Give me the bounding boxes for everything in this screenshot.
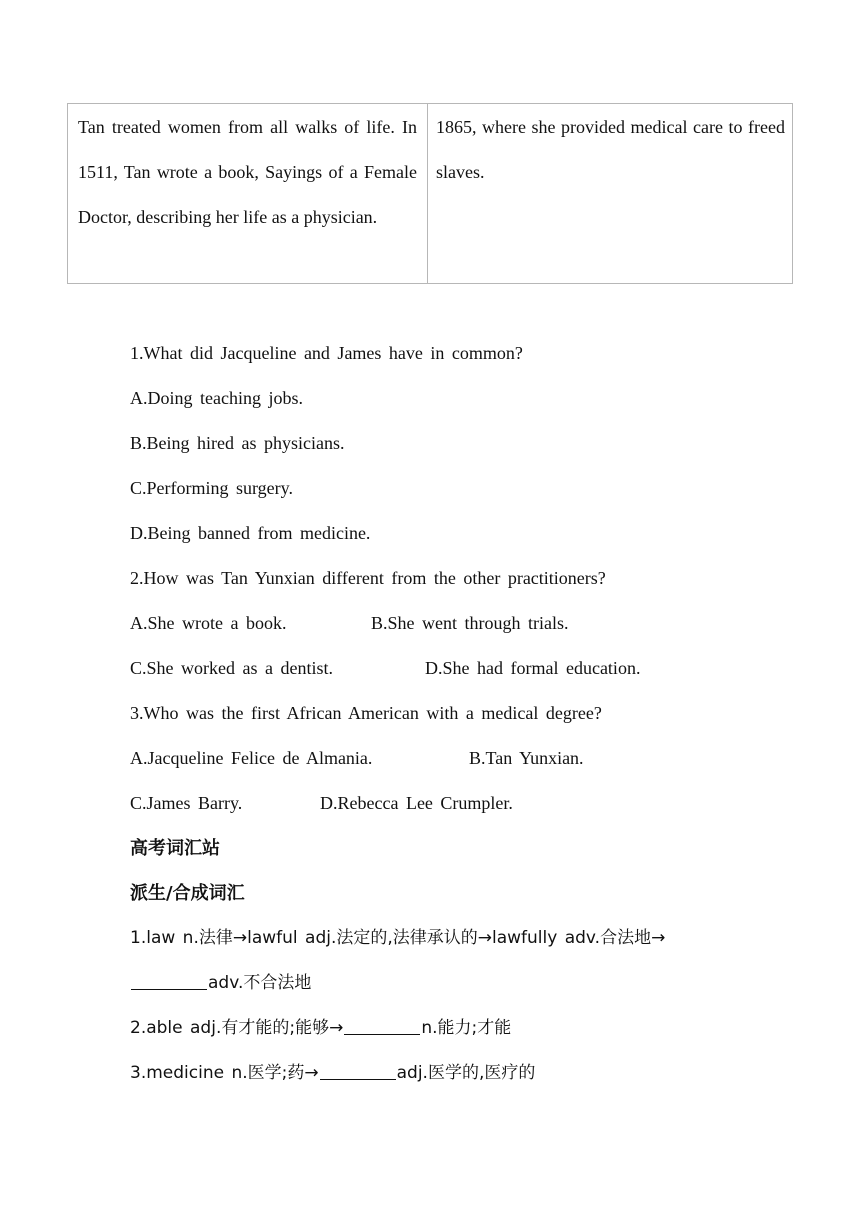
vocab-item-1-line-2 (130, 961, 770, 1006)
question-3-options-row-1 (130, 736, 770, 781)
question-2-stem: 2.How was Tan Yunxian different from the other practitioners? (130, 568, 606, 588)
vocab-item-1-line-1: 1.law n.法律→lawful adj.法定的,法律承认的→lawfully adv.合法地→ (130, 928, 666, 948)
question-3-stem: 3.Who was the first African American with a medical degree? (130, 703, 602, 723)
question-1-option-a: A.Doing teaching jobs. (130, 388, 303, 408)
question-2-option-c: C.She worked as a dentist. (130, 658, 333, 678)
passage-table (67, 103, 793, 284)
vocab-section-title: 高考词汇站 (130, 838, 220, 859)
question-3-option-c: C.James Barry. (130, 793, 243, 813)
question-2-options-row-2 (130, 646, 770, 691)
question-2-option-b: B.She went through trials. (371, 613, 569, 633)
vocab-item-3-prefix: 3.medicine n.医学;药→ (130, 1063, 319, 1083)
question-2-options-row-1 (130, 601, 770, 646)
passage-cell-left: Tan treated women from all walks of life. In 1511, Tan wrote a book, Sayings of a Female Doctor, describing her life as a physician. (68, 104, 428, 283)
question-2-option-d: D.She had formal education. (425, 658, 641, 678)
vocab-item-1-line-2-text: adv.不合法地 (208, 973, 312, 993)
vocab-item-2-suffix: n.能力;才能 (421, 1018, 512, 1038)
question-3-options-row-2 (130, 781, 770, 826)
passage-cell-right: 1865, where she provided medical care to freed slaves. (436, 117, 785, 182)
answer-blank[interactable] (344, 1014, 420, 1035)
vocab-subsection-title: 派生/合成词汇 (130, 883, 245, 904)
question-3-option-d: D.Rebecca Lee Crumpler. (320, 793, 513, 813)
question-3-option-b: B.Tan Yunxian. (469, 748, 584, 768)
question-1-option-b: B.Being hired as physicians. (130, 433, 345, 453)
answer-blank[interactable] (320, 1059, 396, 1080)
question-3-option-a: A.Jacqueline Felice de Almania. (130, 748, 373, 768)
vocab-item-2 (130, 1006, 770, 1051)
vocab-item-2-prefix: 2.able adj.有才能的;能够→ (130, 1018, 344, 1038)
question-1-option-d: D.Being banned from medicine. (130, 523, 371, 543)
answer-blank[interactable] (131, 969, 207, 990)
question-1-option-c: C.Performing surgery. (130, 478, 293, 498)
question-1-stem: 1.What did Jacqueline and James have in common? (130, 343, 523, 363)
question-section (130, 331, 770, 1096)
vocab-item-3-suffix: adj.医学的,医疗的 (396, 1063, 536, 1083)
vocab-item-3 (130, 1051, 770, 1096)
question-2-option-a: A.She wrote a book. (130, 613, 287, 633)
